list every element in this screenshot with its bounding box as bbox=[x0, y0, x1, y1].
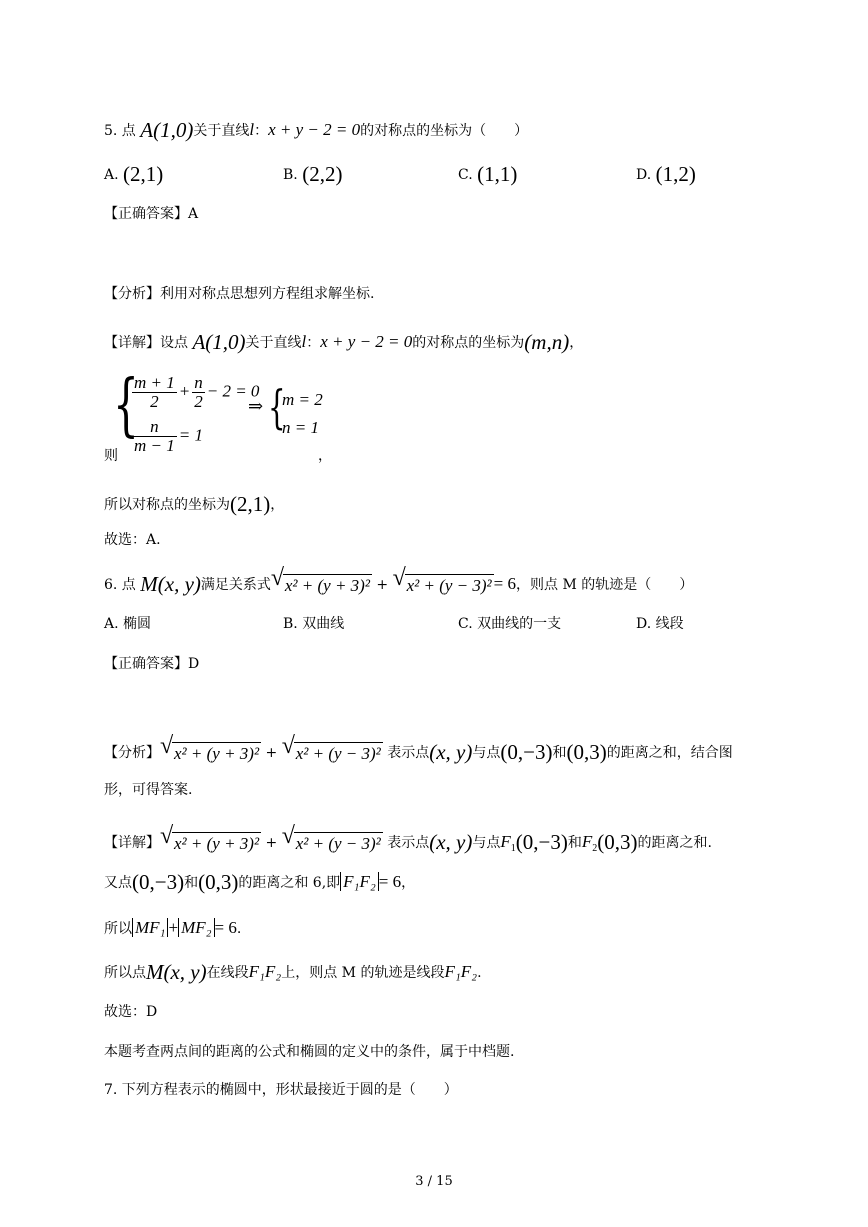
q6-option-b bbox=[283, 614, 344, 634]
q6-point: M(x, y) bbox=[140, 572, 201, 596]
q5-system-comma: ， bbox=[318, 448, 332, 464]
q6-analysis-p2: (0,3) bbox=[566, 740, 607, 764]
q6-option-c-value: 双曲线的一支 bbox=[477, 616, 562, 632]
q6-eq-tail: = 6 bbox=[493, 574, 516, 593]
q6-analysis-mid: 表示点 bbox=[387, 745, 430, 761]
q5-system-eq2 bbox=[130, 418, 203, 455]
q6-number: 6. 点 bbox=[104, 577, 136, 593]
q5-option-c-letter: C. bbox=[458, 167, 473, 183]
q6-option-d bbox=[636, 614, 684, 634]
q6-option-c bbox=[458, 614, 561, 634]
q5-option-a-letter: A. bbox=[104, 167, 119, 183]
q6-line-you bbox=[104, 872, 415, 893]
q6-line-you-head: 又点 bbox=[104, 875, 132, 891]
q6-comment: 本题考查两点间的距离的公式和椭圆的定义中的条件，属于中档题. bbox=[104, 1044, 515, 1060]
q6-answer: 【正确答案】D bbox=[104, 656, 200, 672]
q6-suoyi-head: 所以 bbox=[104, 921, 132, 937]
q6-option-d-value: 线段 bbox=[655, 616, 684, 632]
q5-equation: x + y − 2 = 0 bbox=[268, 120, 361, 139]
q6-mf-end: . bbox=[236, 921, 242, 937]
sqrt-icon: √ x² + (y + 3)² bbox=[160, 823, 260, 853]
q6-radicand2: x² + (y − 3)² bbox=[406, 576, 492, 595]
q5-detail-mn: (m,n) bbox=[524, 330, 570, 354]
q5-ze: 则 bbox=[104, 448, 118, 464]
q5-system-eq1: $\frac{m + 1}{2}$ + $\frac{n}{2}$ − 2 = 0 bbox=[134, 373, 260, 411]
q5-option-d bbox=[636, 164, 696, 185]
q5-detail-point: A(1,0) bbox=[192, 330, 246, 354]
q5-number: 5. 点 bbox=[104, 123, 136, 139]
implies-arrow-icon: ⇒ bbox=[248, 396, 264, 416]
q5-detail-head: 【详解】设点 bbox=[104, 335, 188, 351]
q6-mf2: MF₂ bbox=[178, 918, 214, 937]
q5-analysis: 【分析】利用对称点思想列方程组求解坐标. bbox=[104, 286, 375, 302]
q5-frac2-den: 2 bbox=[194, 392, 203, 411]
q5-conclusion bbox=[104, 494, 284, 515]
q6-radicand1: x² + (y + 3)² bbox=[284, 576, 370, 595]
q6-mf1: MF₁ bbox=[132, 918, 168, 937]
q6-seg: F₁F₂ bbox=[248, 962, 282, 981]
q6-line-you-rest: 的距离之和 6,即 bbox=[238, 875, 341, 891]
q5-option-a-value: (2,1) bbox=[123, 162, 164, 186]
q6-detail: 【详解】 √ x² + (y + 3)² + √ x² + (y − 3)² 表示点(x, y)与点$F_1(0,-3)$和$F_2(0,3)$的距离之和. bbox=[104, 823, 712, 854]
page-number: 3 / 15 bbox=[415, 1174, 453, 1189]
q5-frac1-den: 2 bbox=[150, 392, 159, 411]
q6-detail-and: 和 bbox=[567, 835, 582, 851]
q5-option-c-value: (1,1) bbox=[477, 162, 518, 186]
sqrt-icon: √ x² + (y − 3)² bbox=[281, 733, 381, 763]
q6-line-you-p1: (0,−3) bbox=[132, 870, 185, 894]
q5-result-n: n = 1 bbox=[282, 418, 319, 437]
q5-frac3-num: n bbox=[132, 418, 177, 437]
q6-option-a bbox=[104, 614, 151, 634]
q6-analysis-rest: 的距离之和，结合图 bbox=[606, 745, 733, 761]
q6-analysis-with: 与点 bbox=[472, 745, 501, 761]
sqrt-icon: √ x² + (y − 3)² bbox=[392, 565, 492, 595]
q6-suoyi bbox=[104, 918, 241, 939]
q5-option-b bbox=[283, 164, 342, 185]
q7-stem: 7. 下列方程表示的椭圆中，形状最接近于圆的是（ ） bbox=[104, 1082, 458, 1098]
q6-detail-f1p: (0,−3) bbox=[515, 830, 568, 854]
q6-seg2: F₁F₂ bbox=[444, 962, 478, 981]
q6-suoyi2 bbox=[104, 962, 482, 983]
q6-option-a-value: 椭圆 bbox=[123, 616, 152, 632]
q6-line-you-p2: (0,3) bbox=[198, 870, 239, 894]
q5-choose: 故选：A. bbox=[104, 532, 161, 548]
q6-analysis-head: 【分析】 bbox=[104, 745, 160, 761]
q5-conclusion-text: 所以对称点的坐标为 bbox=[104, 497, 230, 513]
q6-plus: + bbox=[168, 918, 179, 937]
q5-detail-about: 关于直线 bbox=[245, 335, 302, 351]
q5-option-d-letter: D. bbox=[636, 167, 652, 183]
q6-detail-pt: (x, y) bbox=[429, 830, 473, 854]
q6-detail-f2p: (0,3) bbox=[597, 830, 638, 854]
q5-stem bbox=[104, 120, 528, 141]
q6-detail-radicand1: x² + (y + 3)² bbox=[174, 834, 260, 853]
q6-detail-with: 与点 bbox=[472, 835, 501, 851]
q5-colon: ： bbox=[254, 123, 269, 139]
q5-frac1-num: m + 1 bbox=[134, 373, 175, 392]
q5-system-tail2: = 1 bbox=[178, 425, 203, 445]
q6-option-d-letter: D. bbox=[636, 616, 652, 632]
q5-option-a bbox=[104, 164, 163, 185]
result-brace-icon: { bbox=[268, 380, 286, 434]
q5-detail-line: l bbox=[301, 332, 307, 351]
q6-detail-f1: F bbox=[500, 832, 511, 851]
left-brace-icon: { bbox=[113, 366, 139, 445]
q6-analysis-radicand2: x² + (y − 3)² bbox=[295, 744, 381, 763]
q6-detail-mid: 表示点 bbox=[387, 835, 430, 851]
q5-point: A(1,0) bbox=[140, 118, 194, 142]
q5-conclusion-value: (2,1) bbox=[230, 492, 271, 516]
q6-line-you-and: 和 bbox=[184, 875, 199, 891]
q6-line-you-end: ， bbox=[401, 875, 416, 891]
q5-option-b-letter: B. bbox=[283, 167, 298, 183]
q6-analysis: 【分析】 √ x² + (y + 3)² + √ x² + (y − 3)² 表示点(x, y)与点(0,−3)和(0,3)的距离之和，结合图 bbox=[104, 733, 733, 764]
q6-option-b-value: 双曲线 bbox=[302, 616, 345, 632]
q5-detail-eq: x + y − 2 = 0 bbox=[320, 332, 413, 351]
sqrt-icon: √ x² + (y − 3)² bbox=[281, 823, 381, 853]
q5-option-d-value: (1,2) bbox=[655, 162, 696, 186]
q6-option-b-letter: B. bbox=[283, 616, 298, 632]
q6-stem-rest: ，则点 M 的轨迹是（ ） bbox=[516, 577, 694, 593]
q6-mf-eq: = 6 bbox=[214, 918, 237, 937]
q5-conclusion-end: ， bbox=[270, 497, 285, 513]
q5-detail-comma: ， bbox=[569, 335, 584, 351]
q6-analysis-line2: 形，可得答案. bbox=[104, 782, 193, 798]
q6-analysis-pt: (x, y) bbox=[429, 740, 473, 764]
q5-answer: 【正确答案】A bbox=[104, 206, 199, 222]
q6-suoyi2-mid: 在线段 bbox=[206, 965, 249, 981]
q5-detail bbox=[104, 332, 583, 353]
q5-system-tail1: − 2 = 0 bbox=[206, 381, 260, 401]
q6-line-you-abs: F₁F₂ bbox=[340, 872, 379, 891]
q6-suoyi2-end: . bbox=[477, 965, 482, 981]
q6-stem: 6. 点 M(x, y)满足关系式 √ x² + (y + 3)² + √ x² + (y − 3)² = 6，则点 M 的轨迹是（ ） bbox=[104, 565, 694, 596]
q5-detail-colon: ： bbox=[306, 335, 321, 351]
q6-analysis-radicand1: x² + (y + 3)² bbox=[174, 744, 260, 763]
q6-choose: 故选：D bbox=[104, 1004, 158, 1020]
q6-detail-head: 【详解】 bbox=[104, 835, 160, 851]
q5-detail-rest: 的对称点的坐标为 bbox=[412, 335, 525, 351]
q6-suoyi2-pt: M(x, y) bbox=[146, 960, 207, 984]
q5-option-c bbox=[458, 164, 517, 185]
q5-option-b-value: (2,2) bbox=[302, 162, 343, 186]
q6-suoyi2-head: 所以点 bbox=[104, 965, 146, 981]
q6-suoyi2-rest: 上，则点 M 的轨迹是线段 bbox=[281, 965, 445, 981]
sqrt-icon: √ x² + (y + 3)² bbox=[160, 733, 260, 763]
q5-frac3-den: m − 1 bbox=[134, 436, 175, 455]
q6-satisfy: 满足关系式 bbox=[200, 577, 271, 593]
q6-analysis-p1: (0,−3) bbox=[500, 740, 553, 764]
q5-about-line: 关于直线 bbox=[193, 123, 250, 139]
q6-option-a-letter: A. bbox=[104, 616, 119, 632]
q6-detail-f2: F bbox=[581, 832, 593, 851]
q5-result-m: m = 2 bbox=[282, 390, 323, 409]
q6-line-you-eq: = 6 bbox=[378, 872, 402, 891]
sqrt-icon: √ x² + (y + 3)² bbox=[270, 565, 370, 595]
q6-option-c-letter: C. bbox=[458, 616, 473, 632]
q5-frac2-num: n bbox=[194, 373, 203, 392]
q6-detail-radicand2: x² + (y − 3)² bbox=[295, 834, 381, 853]
q5-line-name: l bbox=[249, 120, 255, 139]
q5-stem-rest: 的对称点的坐标为（ ） bbox=[360, 123, 529, 139]
q6-detail-rest: 的距离之和. bbox=[637, 835, 712, 851]
q6-analysis-and: 和 bbox=[552, 745, 567, 761]
